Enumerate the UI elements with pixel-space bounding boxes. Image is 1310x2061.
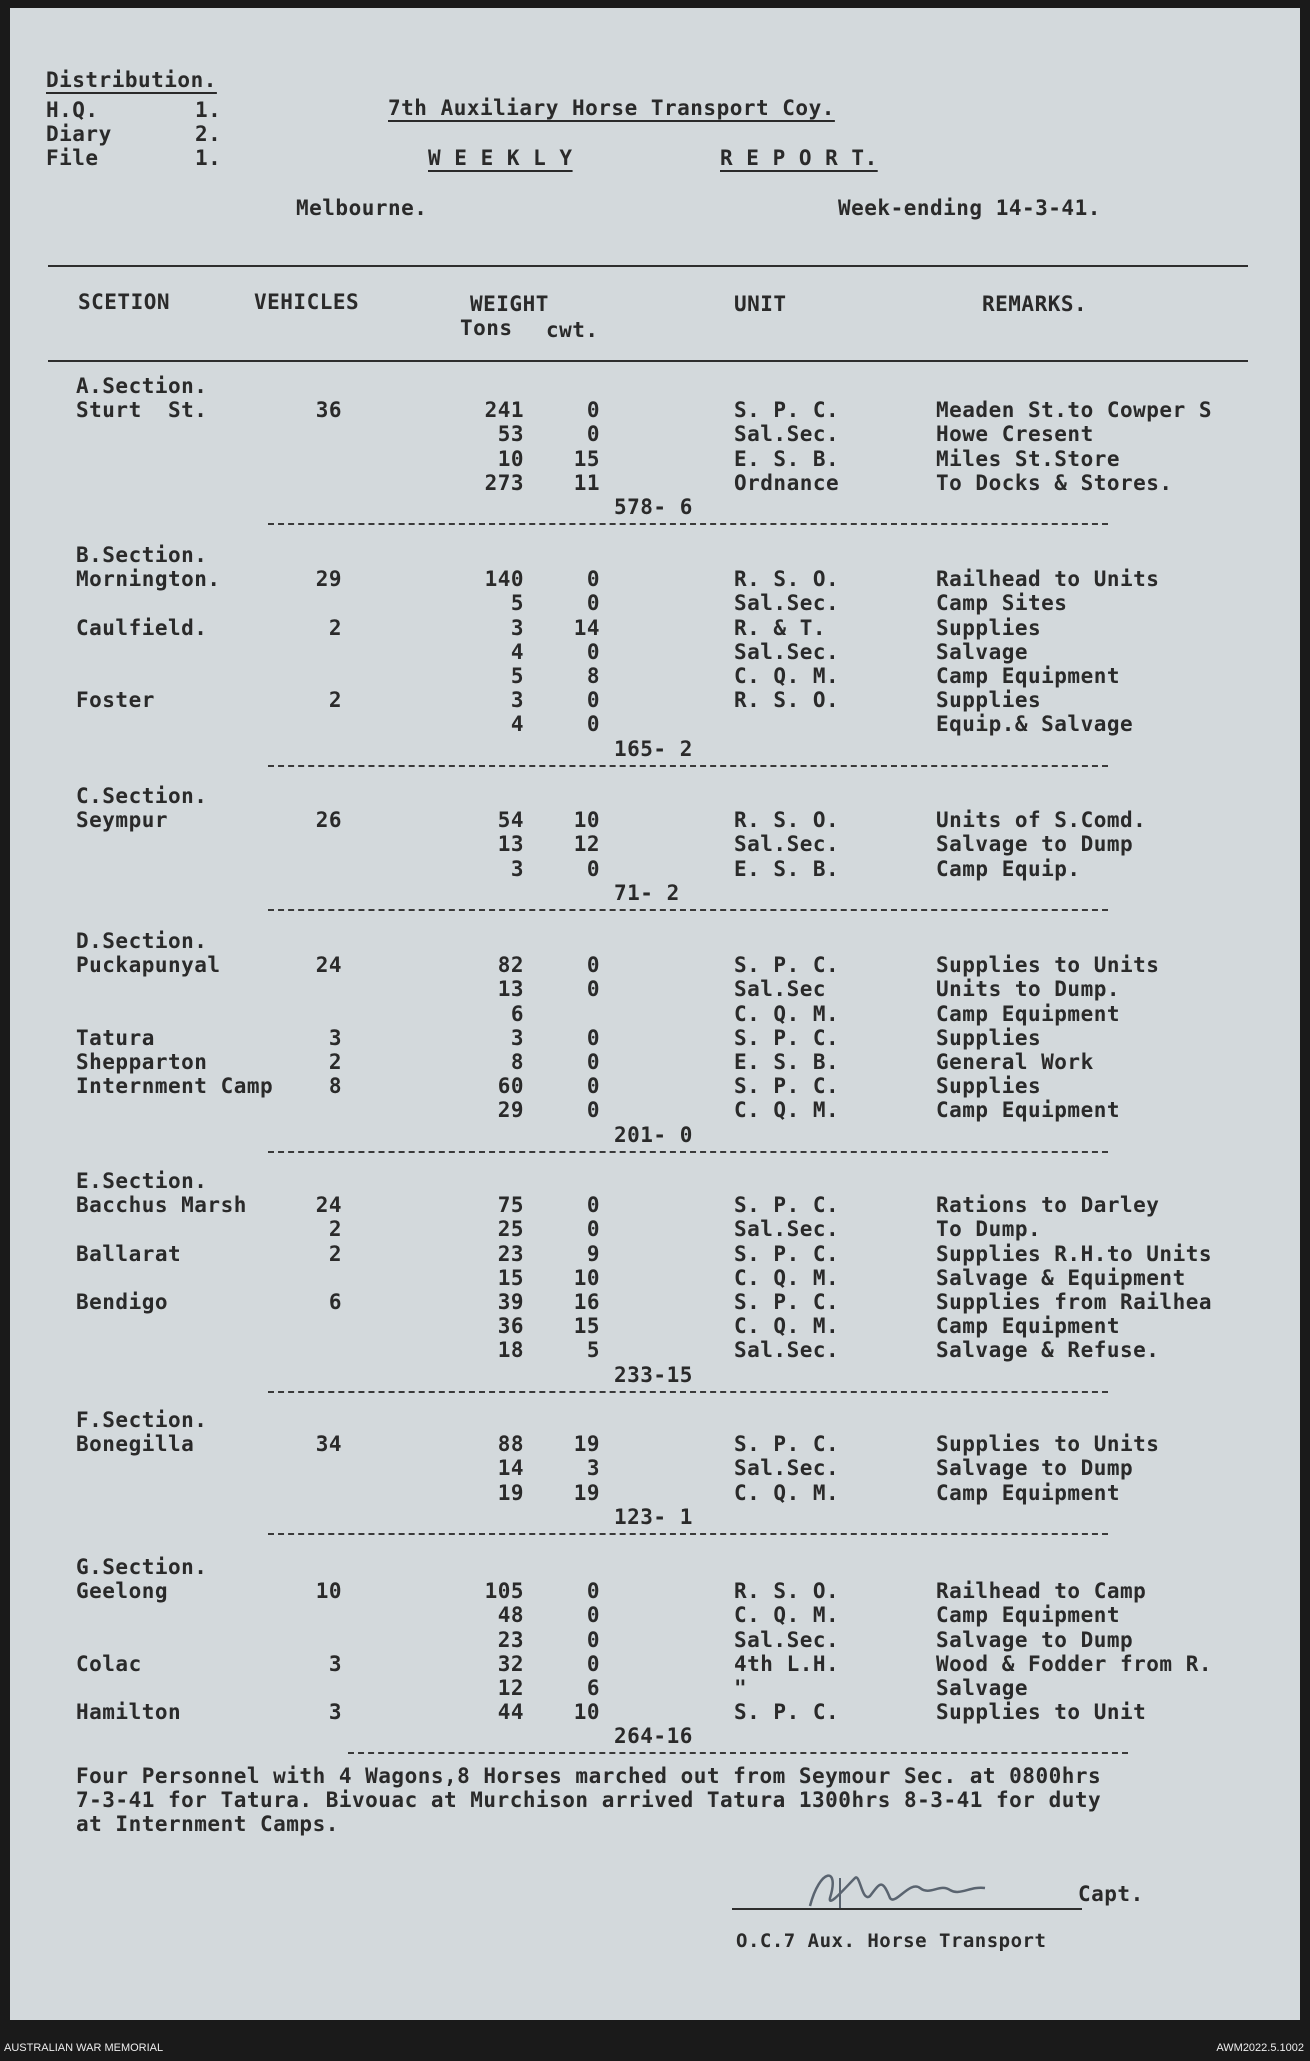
col-unit: UNIT: [734, 292, 787, 316]
note-line: Four Personnel with 4 Wagons,8 Horses marched out from Seymour Sec. at 0800hrs: [76, 1764, 1102, 1788]
row-remark: Supplies: [936, 1026, 1042, 1050]
row-cwt: 6: [586, 1676, 600, 1700]
row-vehicles: 2: [328, 688, 342, 712]
row-remark: Wood & Fodder from R.: [936, 1652, 1213, 1676]
row-cwt: 0: [586, 977, 600, 1001]
section-title: F.Section.: [76, 1408, 208, 1432]
row-tons: 44: [497, 1700, 524, 1724]
row-cwt: 10: [573, 808, 600, 832]
distribution-count: 1.: [195, 98, 222, 122]
row-cwt: 0: [586, 1603, 600, 1627]
section-subtotal: 264-16: [614, 1724, 693, 1748]
row-tons: 8: [510, 1050, 524, 1074]
distribution-name: Diary: [46, 122, 112, 146]
row-cwt: 0: [586, 640, 600, 664]
footer-left: AUSTRALIAN WAR MEMORIAL: [4, 2042, 164, 2054]
row-unit: R. & T.: [734, 616, 827, 640]
section-subtotal: 123- 1: [614, 1505, 693, 1529]
row-tons: 105: [484, 1579, 524, 1603]
row-cwt: 8: [586, 664, 600, 688]
row-remark: Supplies to Units: [936, 1432, 1160, 1456]
row-unit: Ordnance: [734, 471, 840, 495]
row-unit: C. Q. M.: [734, 664, 840, 688]
section-subtotal: 165- 2: [614, 737, 693, 761]
row-tons: 3: [510, 688, 524, 712]
col-remarks: REMARKS.: [982, 292, 1088, 316]
row-remark: Salvage to Dump: [936, 1456, 1134, 1480]
row-unit: S. P. C.: [734, 1700, 840, 1724]
row-remark: Meaden St.to Cowper S: [936, 398, 1213, 422]
row-tons: 12: [497, 1676, 524, 1700]
row-cwt: 12: [573, 832, 600, 856]
row-cwt: 0: [586, 1098, 600, 1122]
row-unit: Sal.Sec: [734, 977, 827, 1001]
row-remark: Camp Equipment: [936, 664, 1121, 688]
row-unit: R. S. O.: [734, 1579, 840, 1603]
col-cwt: cwt.: [546, 318, 599, 342]
row-place: Sturt St.: [76, 398, 208, 422]
row-unit: ": [734, 1676, 748, 1700]
row-unit: S. P. C.: [734, 1193, 840, 1217]
row-vehicles: 34: [315, 1432, 342, 1456]
row-cwt: 15: [573, 1314, 600, 1338]
row-place: Bonegilla: [76, 1432, 195, 1456]
row-tons: 140: [484, 567, 524, 591]
row-cwt: 19: [573, 1432, 600, 1456]
row-remark: Units of S.Comd.: [936, 808, 1147, 832]
row-remark: Railhead to Units: [936, 567, 1160, 591]
row-unit: Sal.Sec.: [734, 832, 840, 856]
section-subtotal: 201- 0: [614, 1123, 693, 1147]
row-tons: 10: [497, 447, 524, 471]
row-unit: C. Q. M.: [734, 1481, 840, 1505]
row-cwt: 0: [586, 1217, 600, 1241]
section-divider: [268, 1151, 1108, 1153]
row-vehicles: 2: [328, 616, 342, 640]
row-cwt: 0: [586, 422, 600, 446]
row-cwt: 0: [586, 1050, 600, 1074]
row-tons: 75: [497, 1193, 524, 1217]
row-unit: Sal.Sec.: [734, 1217, 840, 1241]
row-tons: 32: [497, 1652, 524, 1676]
row-cwt: 0: [586, 1074, 600, 1098]
row-vehicles: 3: [328, 1652, 342, 1676]
row-vehicles: 8: [328, 1074, 342, 1098]
row-remark: Salvage to Dump: [936, 832, 1134, 856]
section-title: A.Section.: [76, 374, 208, 398]
note-line: 7-3-41 for Tatura. Bivouac at Murchison arrived Tatura 1300hrs 8-3-41 for duty: [76, 1788, 1102, 1812]
row-remark: Supplies: [936, 688, 1042, 712]
row-cwt: 0: [586, 591, 600, 615]
section-subtotal: 233-15: [614, 1363, 693, 1387]
row-place: Foster: [76, 688, 155, 712]
row-remark: Howe Cresent: [936, 422, 1094, 446]
unit-title: 7th Auxiliary Horse Transport Coy.: [388, 96, 835, 120]
row-remark: Rations to Darley: [936, 1193, 1160, 1217]
row-unit: C. Q. M.: [734, 1266, 840, 1290]
row-place: Bacchus Marsh: [76, 1193, 247, 1217]
row-unit: Sal.Sec.: [734, 640, 840, 664]
row-unit: E. S. B.: [734, 857, 840, 881]
row-unit: S. P. C.: [734, 953, 840, 977]
row-tons: 29: [497, 1098, 524, 1122]
section-title: D.Section.: [76, 929, 208, 953]
row-unit: C. Q. M.: [734, 1603, 840, 1627]
distribution-name: File: [46, 146, 99, 170]
weekly-heading: W E E K L Y: [428, 146, 573, 170]
row-vehicles: 26: [315, 808, 342, 832]
section-divider: [268, 523, 1108, 525]
row-unit: S. P. C.: [734, 1242, 840, 1266]
row-unit: S. P. C.: [734, 398, 840, 422]
row-tons: 39: [497, 1290, 524, 1314]
row-remark: Supplies to Units: [936, 953, 1160, 977]
row-remark: Camp Equipment: [936, 1603, 1121, 1627]
row-place: Colac: [76, 1652, 142, 1676]
row-place: Caulfield.: [76, 616, 208, 640]
footer-right: AWM2022.5.1002: [1216, 2042, 1304, 2054]
row-tons: 23: [497, 1242, 524, 1266]
section-title: C.Section.: [76, 784, 208, 808]
row-tons: 54: [497, 808, 524, 832]
row-tons: 4: [510, 640, 524, 664]
row-remark: Supplies R.H.to Units: [936, 1242, 1213, 1266]
row-vehicles: 2: [328, 1050, 342, 1074]
row-remark: Equip.& Salvage: [936, 712, 1134, 736]
row-cwt: 14: [573, 616, 600, 640]
row-remark: Camp Equipment: [936, 1481, 1121, 1505]
row-place: Hamilton: [76, 1700, 182, 1724]
distribution-title: Distribution.: [46, 68, 217, 92]
row-vehicles: 6: [328, 1290, 342, 1314]
row-remark: General Work: [936, 1050, 1094, 1074]
row-vehicles: 24: [315, 1193, 342, 1217]
row-cwt: 19: [573, 1481, 600, 1505]
row-tons: 14: [497, 1456, 524, 1480]
row-place: Puckapunyal: [76, 953, 221, 977]
row-remark: Salvage & Equipment: [936, 1266, 1186, 1290]
row-cwt: 0: [586, 1579, 600, 1603]
row-cwt: 0: [586, 1652, 600, 1676]
row-unit: S. P. C.: [734, 1290, 840, 1314]
row-tons: 36: [497, 1314, 524, 1338]
row-unit: Sal.Sec.: [734, 1628, 840, 1652]
row-tons: 88: [497, 1432, 524, 1456]
section-subtotal: 71- 2: [614, 881, 680, 905]
row-unit: Sal.Sec.: [734, 1456, 840, 1480]
row-vehicles: 3: [328, 1026, 342, 1050]
row-cwt: 16: [573, 1290, 600, 1314]
row-remark: To Docks & Stores.: [936, 471, 1173, 495]
row-unit: C. Q. M.: [734, 1002, 840, 1026]
row-unit: S. P. C.: [734, 1074, 840, 1098]
distribution-count: 2.: [195, 122, 222, 146]
section-title: E.Section.: [76, 1169, 208, 1193]
row-unit: C. Q. M.: [734, 1098, 840, 1122]
signature-line: [732, 1908, 1082, 1910]
col-vehicles: VEHICLES: [254, 290, 360, 314]
row-tons: 3: [510, 616, 524, 640]
row-cwt: 0: [586, 1628, 600, 1652]
row-tons: 6: [510, 1002, 524, 1026]
row-tons: 5: [510, 591, 524, 615]
row-cwt: 10: [573, 1700, 600, 1724]
row-remark: Camp Sites: [936, 591, 1068, 615]
signature-rank: Capt.: [1078, 1882, 1144, 1906]
col-section: SCETION: [78, 290, 171, 314]
row-tons: 273: [484, 471, 524, 495]
row-cwt: 0: [586, 688, 600, 712]
row-remark: To Dump.: [936, 1217, 1042, 1241]
row-remark: Camp Equipment: [936, 1098, 1121, 1122]
row-tons: 48: [497, 1603, 524, 1627]
note-line: at Internment Camps.: [76, 1812, 339, 1836]
report-heading: R E P O R T.: [720, 146, 878, 170]
row-unit: R. S. O.: [734, 808, 840, 832]
row-cwt: 9: [586, 1242, 600, 1266]
row-remark: Units to Dump.: [936, 977, 1121, 1001]
row-place: Shepparton: [76, 1050, 208, 1074]
row-cwt: 11: [573, 471, 600, 495]
row-unit: Sal.Sec.: [734, 1338, 840, 1362]
location: Melbourne.: [296, 196, 428, 220]
row-cwt: 0: [586, 567, 600, 591]
row-place: Bendigo: [76, 1290, 169, 1314]
signature-title: O.C.7 Aux. Horse Transport: [736, 1930, 1047, 1952]
row-tons: 18: [497, 1338, 524, 1362]
row-cwt: 0: [586, 953, 600, 977]
row-remark: Camp Equipment: [936, 1002, 1121, 1026]
row-cwt: 0: [586, 398, 600, 422]
row-tons: 82: [497, 953, 524, 977]
row-cwt: 5: [586, 1338, 600, 1362]
top-rule: [48, 265, 1248, 267]
row-vehicles: 2: [328, 1217, 342, 1241]
row-tons: 3: [510, 1026, 524, 1050]
archive-footer: [0, 2039, 1310, 2061]
row-unit: Sal.Sec.: [734, 422, 840, 446]
header-rule: [48, 360, 1248, 362]
section-divider: [268, 1391, 1108, 1393]
section-subtotal: 578- 6: [614, 495, 693, 519]
row-tons: 15: [497, 1266, 524, 1290]
row-tons: 241: [484, 398, 524, 422]
row-remark: Supplies: [936, 616, 1042, 640]
col-weight: WEIGHT: [470, 292, 549, 316]
row-remark: Salvage & Refuse.: [936, 1338, 1160, 1362]
row-tons: 13: [497, 977, 524, 1001]
row-tons: 13: [497, 832, 524, 856]
row-cwt: 15: [573, 447, 600, 471]
week-ending: Week-ending 14-3-41.: [838, 196, 1101, 220]
row-place: Seympur: [76, 808, 169, 832]
row-cwt: 0: [586, 857, 600, 881]
row-tons: 4: [510, 712, 524, 736]
row-unit: E. S. B.: [734, 447, 840, 471]
row-vehicles: 3: [328, 1700, 342, 1724]
row-cwt: 3: [586, 1456, 600, 1480]
section-title: B.Section.: [76, 543, 208, 567]
section-title: G.Section.: [76, 1555, 208, 1579]
row-tons: 53: [497, 422, 524, 446]
row-place: Internment Camp: [76, 1074, 274, 1098]
row-remark: Supplies from Railhea: [936, 1290, 1213, 1314]
row-remark: Railhead to Camp: [936, 1579, 1147, 1603]
row-unit: Sal.Sec.: [734, 591, 840, 615]
row-unit: R. S. O.: [734, 567, 840, 591]
row-cwt: 0: [586, 1026, 600, 1050]
document-page: [10, 8, 1300, 2020]
distribution-count: 1.: [195, 146, 222, 170]
section-divider: [268, 1533, 1108, 1535]
row-tons: 19: [497, 1481, 524, 1505]
row-unit: C. Q. M.: [734, 1314, 840, 1338]
section-divider: [348, 1752, 1128, 1754]
row-place: Ballarat: [76, 1242, 182, 1266]
row-vehicles: 10: [315, 1579, 342, 1603]
row-tons: 25: [497, 1217, 524, 1241]
section-divider: [268, 765, 1108, 767]
row-vehicles: 2: [328, 1242, 342, 1266]
row-place: Geelong: [76, 1579, 169, 1603]
row-tons: 23: [497, 1628, 524, 1652]
row-vehicles: 24: [315, 953, 342, 977]
row-unit: S. P. C.: [734, 1026, 840, 1050]
row-remark: Supplies: [936, 1074, 1042, 1098]
row-cwt: 0: [586, 712, 600, 736]
row-tons: 60: [497, 1074, 524, 1098]
col-tons: Tons: [460, 316, 513, 340]
section-divider: [268, 909, 1108, 911]
row-place: Mornington.: [76, 567, 221, 591]
row-remark: Camp Equipment: [936, 1314, 1121, 1338]
row-remark: Miles St.Store: [936, 447, 1121, 471]
row-remark: Salvage: [936, 640, 1029, 664]
row-unit: S. P. C.: [734, 1432, 840, 1456]
distribution-name: H.Q.: [46, 98, 99, 122]
row-cwt: 0: [586, 1193, 600, 1217]
row-cwt: 10: [573, 1266, 600, 1290]
row-remark: Camp Equip.: [936, 857, 1081, 881]
row-unit: R. S. O.: [734, 688, 840, 712]
row-remark: Salvage: [936, 1676, 1029, 1700]
row-unit: E. S. B.: [734, 1050, 840, 1074]
row-place: Tatura: [76, 1026, 155, 1050]
row-unit: 4th L.H.: [734, 1652, 840, 1676]
row-tons: 5: [510, 664, 524, 688]
row-tons: 3: [510, 857, 524, 881]
row-vehicles: 36: [315, 398, 342, 422]
row-remark: Salvage to Dump: [936, 1628, 1134, 1652]
row-vehicles: 29: [315, 567, 342, 591]
row-remark: Supplies to Unit: [936, 1700, 1147, 1724]
